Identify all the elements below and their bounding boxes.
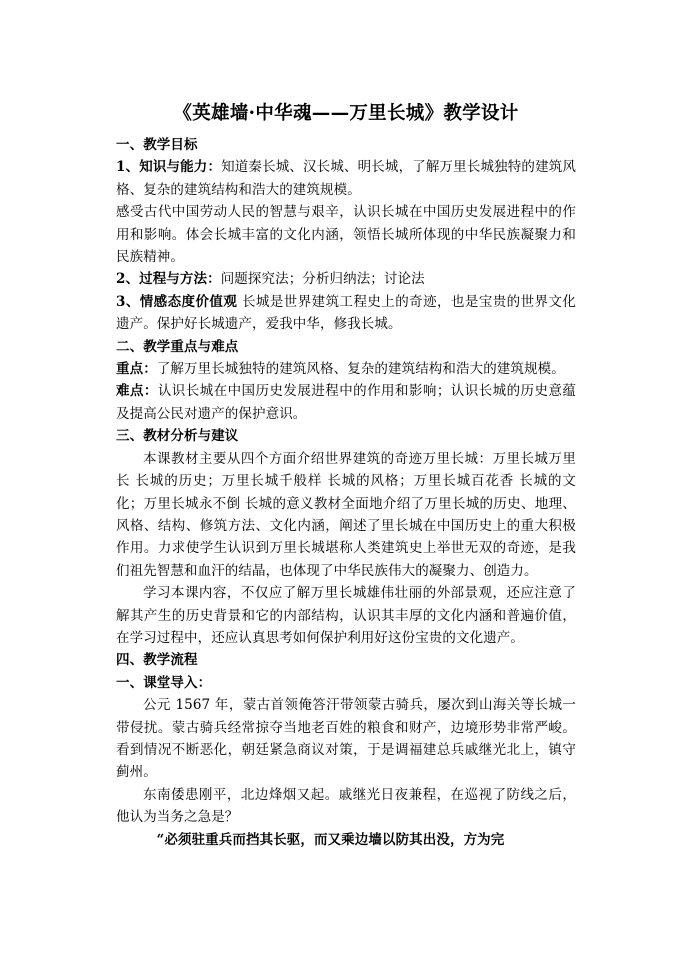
section-heading-objectives: 一、教学目标 — [116, 137, 198, 153]
introduction-paragraph-2: 东南倭患刚平，北边烽烟又起。戚继光日夜兼程，在巡视了防线之后，他认为当务之急是？ — [116, 786, 576, 826]
step-heading-introduction: 一、课堂导入： — [116, 674, 212, 691]
goal-knowledge-text: 知道秦长城、汉长城、明长城，了解万里长城独特的建筑风格、复杂的建筑结构和浩大的建筑规模。 — [116, 159, 576, 198]
document-title: 《英雄墙·中华魂——万里长城》教学设计 — [173, 103, 519, 124]
goal-process-text: 问题探究法；分析归纳法；讨论法 — [220, 271, 425, 288]
key-point — [116, 358, 576, 380]
goal-knowledge-paragraph: 感受古代中国劳动人民的智慧与艰辛，认识长城在中国历史发展进程中的作用和影响。体会长城丰富的文化内涵，领悟长城所体现的中华民族凝聚力和民族精神。 — [116, 204, 576, 266]
key-point-text: 了解万里长城独特的建筑风格、复杂的建筑结构和浩大的建筑规模。 — [156, 361, 565, 378]
difficult-point-text: 认识长城在中国历史发展进程中的作用和影响；认识长城的历史意蕴及提高公民对遗产的保护意识。 — [116, 383, 576, 422]
goal-process-label: 2、过程与方法： — [116, 271, 221, 288]
analysis-paragraph-2: 学习本课内容，不仅应了解万里长城雄伟壮丽的外部景观，还应注意了解其产生的历史背景和它的内部结构，认识其丰厚的文化内涵和普遍价值，在学习过程中，还应认真思考如何保护利用好这份宝贵的文化遗产。 — [116, 585, 576, 646]
difficult-point — [116, 380, 576, 425]
key-point-label: 重点： — [116, 361, 157, 378]
difficult-point-label: 难点： — [116, 383, 158, 400]
section-heading-key-points: 二、教学重点与难点 — [116, 338, 239, 355]
section-heading-analysis: 三、教材分析与建议 — [116, 428, 239, 445]
analysis-paragraph-1: 本课教材主要从四个方面介绍世界建筑的奇迹万里长城：万里长城万里长 长城的历史；万里长城千般样 长城的风格；万里长城百花香 长城的文化；万里长城永不倒 长城的意义教材全面地介绍了万里长城的历史、地理、风格、结构、修筑方法、文化内涵，阐述了里长城在中国历史上的重大积极作用。力求使学生认识到万里长城堪称人类建筑史上举世无双的奇迹，是我们祖先智慧和血汗的结晶，也体现了中华民族伟大的凝聚力、创造力。 — [116, 450, 576, 579]
section-heading-procedure: 四、教学流程 — [116, 652, 198, 669]
goal-emotion-text: 长城是世界建筑工程史上的奇迹，也是宝贵的世界文化遗产。保护好长城遗产，爱我中华，修我长城。 — [116, 293, 577, 333]
goal-process-method — [116, 268, 576, 290]
quote-line: “必须驻重兵而挡其长驱，而又乘边墙以防其出没，方为完 — [156, 831, 505, 848]
goal-knowledge-ability — [116, 156, 576, 201]
goal-knowledge-label: 1、知识与能力： — [116, 159, 222, 176]
goal-emotion-label: 3、情感态度价值观 — [116, 293, 238, 310]
goal-emotion-values — [116, 291, 576, 336]
introduction-paragraph-1: 公元 1567 年，蒙古首领俺答汗带领蒙古骑兵，屡次到山海关等长城一带侵扰。蒙古骑兵经常掠夺当地老百姓的粮食和财产，边境形势非常严峻。看到情况不断恶化，朝廷紧急商议对策，于是调福建总兵戚继光北上，镇守蓟州。 — [116, 697, 576, 781]
document-body — [116, 100, 576, 851]
